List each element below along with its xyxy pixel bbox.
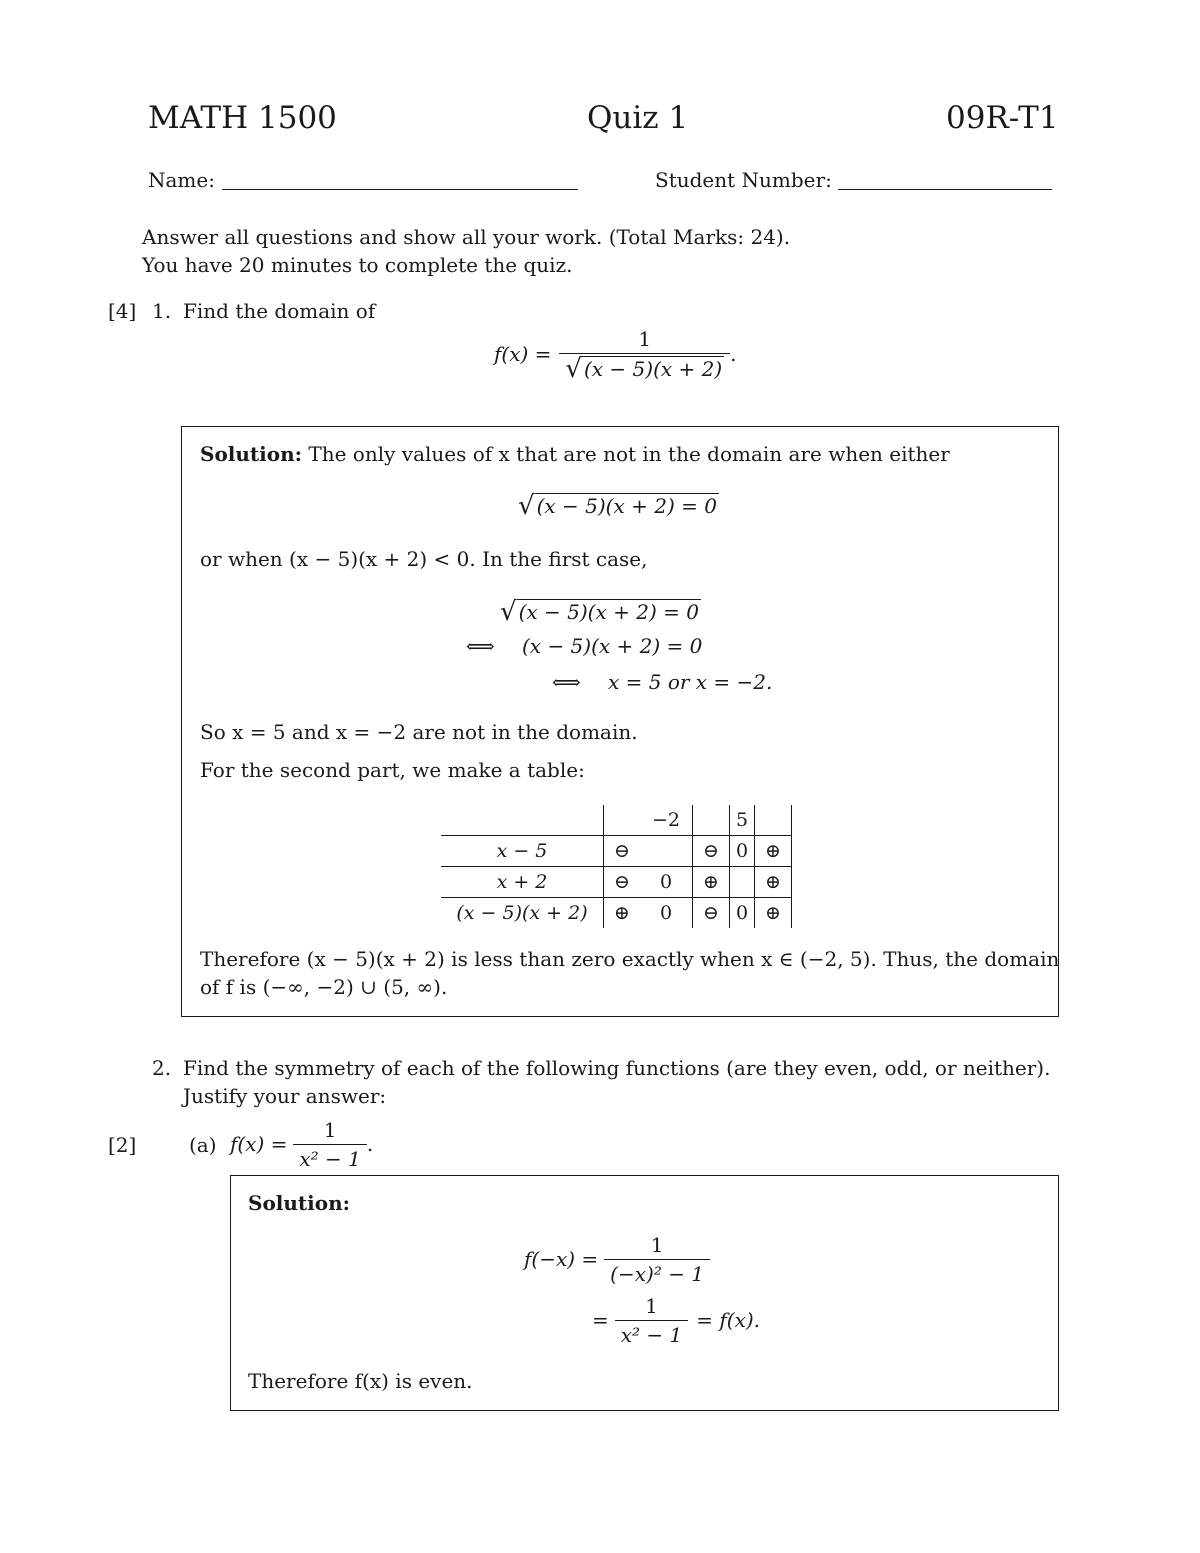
sol1-text2: or when (x − 5)(x + 2) < 0. In the first case, [200, 547, 648, 571]
name-label: Name: [148, 168, 215, 192]
table-cell: ⊖ [693, 898, 730, 929]
q1-denominator [559, 353, 730, 382]
sol2a-label: Solution: [248, 1191, 351, 1215]
term-code: 09R-T1 [946, 100, 1059, 136]
table-cell [693, 805, 730, 836]
sign-table [441, 805, 792, 928]
q1-number: 1. [152, 299, 172, 323]
q1-end: . [730, 342, 737, 366]
table-cell: x − 5 [441, 836, 604, 867]
q2a-label: (a) [189, 1133, 217, 1157]
sol2a-lhs: f(−x) = [524, 1247, 599, 1271]
sol2a-num1: 1 [650, 1232, 664, 1257]
sol1-eq1 [518, 493, 719, 519]
q1-lhs: f(x) = [494, 342, 552, 366]
q2a-numerator: 1 [323, 1117, 337, 1142]
q2a-denominator: x² − 1 [293, 1144, 367, 1171]
q2a-formula [230, 1115, 373, 1173]
sol2a-eq: = [592, 1308, 609, 1332]
sol1-text3: So x = 5 and x = −2 are not in the domain. [200, 720, 638, 744]
sol1-label: Solution: [200, 442, 303, 466]
q2a-end: . [366, 1132, 374, 1156]
table-row [441, 836, 792, 867]
radical-sign-icon: √ [500, 597, 517, 627]
iff-arrow-icon: ⟺ [466, 634, 495, 658]
sol2a-num2: 1 [645, 1293, 658, 1318]
iff-arrow-icon: ⟺ [552, 670, 581, 694]
sol1-text1: The only values of x that are not in the domain are when either [308, 442, 950, 466]
table-row [441, 898, 792, 929]
quiz-title: Quiz 1 [587, 100, 689, 136]
q2a-lhs: f(x) = [230, 1132, 288, 1156]
sol1-step1-text: (x − 5)(x + 2) = 0 [518, 600, 699, 624]
student-number-label: Student Number: [655, 168, 832, 192]
table-cell: 0 [730, 836, 755, 867]
table-cell [604, 805, 641, 836]
sol2a-line2 [592, 1292, 760, 1348]
table-cell: ⊕ [755, 836, 792, 867]
table-cell: ⊖ [604, 836, 641, 867]
q1-prompt: Find the domain of [183, 299, 376, 323]
student-number-blank[interactable] [838, 189, 1052, 190]
sol1-step1 [500, 599, 701, 625]
q2-prompt1: Find the symmetry of each of the following functions (are they even, odd, or neither). [183, 1056, 1051, 1080]
q1-radicand: (x − 5)(x + 2) [583, 356, 723, 381]
sol1-text4: For the second part, we make a table: [200, 758, 585, 782]
table-cell: x + 2 [441, 867, 604, 898]
q1-formula [494, 323, 737, 385]
table-cell: ⊖ [604, 867, 641, 898]
table-cell: ⊖ [693, 836, 730, 867]
radical-sign-icon: √ [518, 491, 535, 521]
sol2a-den1: (−x)² − 1 [604, 1259, 710, 1286]
table-cell: ⊕ [755, 867, 792, 898]
table-cell: 0 [730, 898, 755, 929]
table-cell: (x − 5)(x + 2) [441, 898, 604, 929]
table-cell [640, 836, 693, 867]
sol2a-fraction-2 [615, 1294, 689, 1347]
table-cell [755, 805, 792, 836]
table-cell: ⊕ [755, 898, 792, 929]
table-cell: ⊕ [693, 867, 730, 898]
sol1-step2: (x − 5)(x + 2) = 0 [522, 634, 703, 658]
table-cell: ⊕ [604, 898, 641, 929]
sol2a-den2: x² − 1 [615, 1320, 689, 1347]
radical-sign-icon: √ [565, 353, 582, 384]
table-cell [441, 805, 604, 836]
q1-marks: [4] [108, 299, 137, 323]
q2a-marks: [2] [108, 1133, 137, 1157]
sol1-step3: x = 5 or x = −2. [608, 670, 773, 694]
sign-table-header-row [441, 805, 792, 836]
sol2a-line1 [524, 1229, 710, 1289]
sol2a-rhs: = f(x). [696, 1308, 761, 1332]
q2a-fraction [293, 1118, 367, 1171]
sol1-line1 [200, 442, 950, 466]
sol2a-conclusion: Therefore f(x) is even. [248, 1369, 473, 1393]
name-blank[interactable] [222, 189, 578, 190]
q2-number: 2. [152, 1056, 172, 1080]
q1-numerator: 1 [638, 326, 652, 351]
table-cell: 0 [640, 867, 693, 898]
table-cell: −2 [651, 809, 680, 831]
sol1-eq1-text: (x − 5)(x + 2) = 0 [536, 494, 717, 518]
table-cell: 0 [640, 898, 693, 929]
instructions-line2: You have 20 minutes to complete the quiz. [142, 253, 573, 277]
instructions-line1: Answer all questions and show all your work. (Total Marks: 24). [142, 225, 791, 249]
sol1-text5: Therefore (x − 5)(x + 2) is less than zero exactly when x ∈ (−2, 5). Thus, the domain [200, 947, 1060, 971]
sol1-text6: of f is (−∞, −2) ∪ (5, ∞). [200, 975, 448, 999]
q2-prompt2: Justify your answer: [183, 1084, 387, 1108]
q1-fraction [559, 327, 730, 382]
table-row [441, 867, 792, 898]
table-cell [730, 867, 755, 898]
table-cell: 5 [730, 805, 755, 836]
sol2a-fraction-1 [604, 1233, 710, 1286]
course-title: MATH 1500 [148, 100, 337, 136]
